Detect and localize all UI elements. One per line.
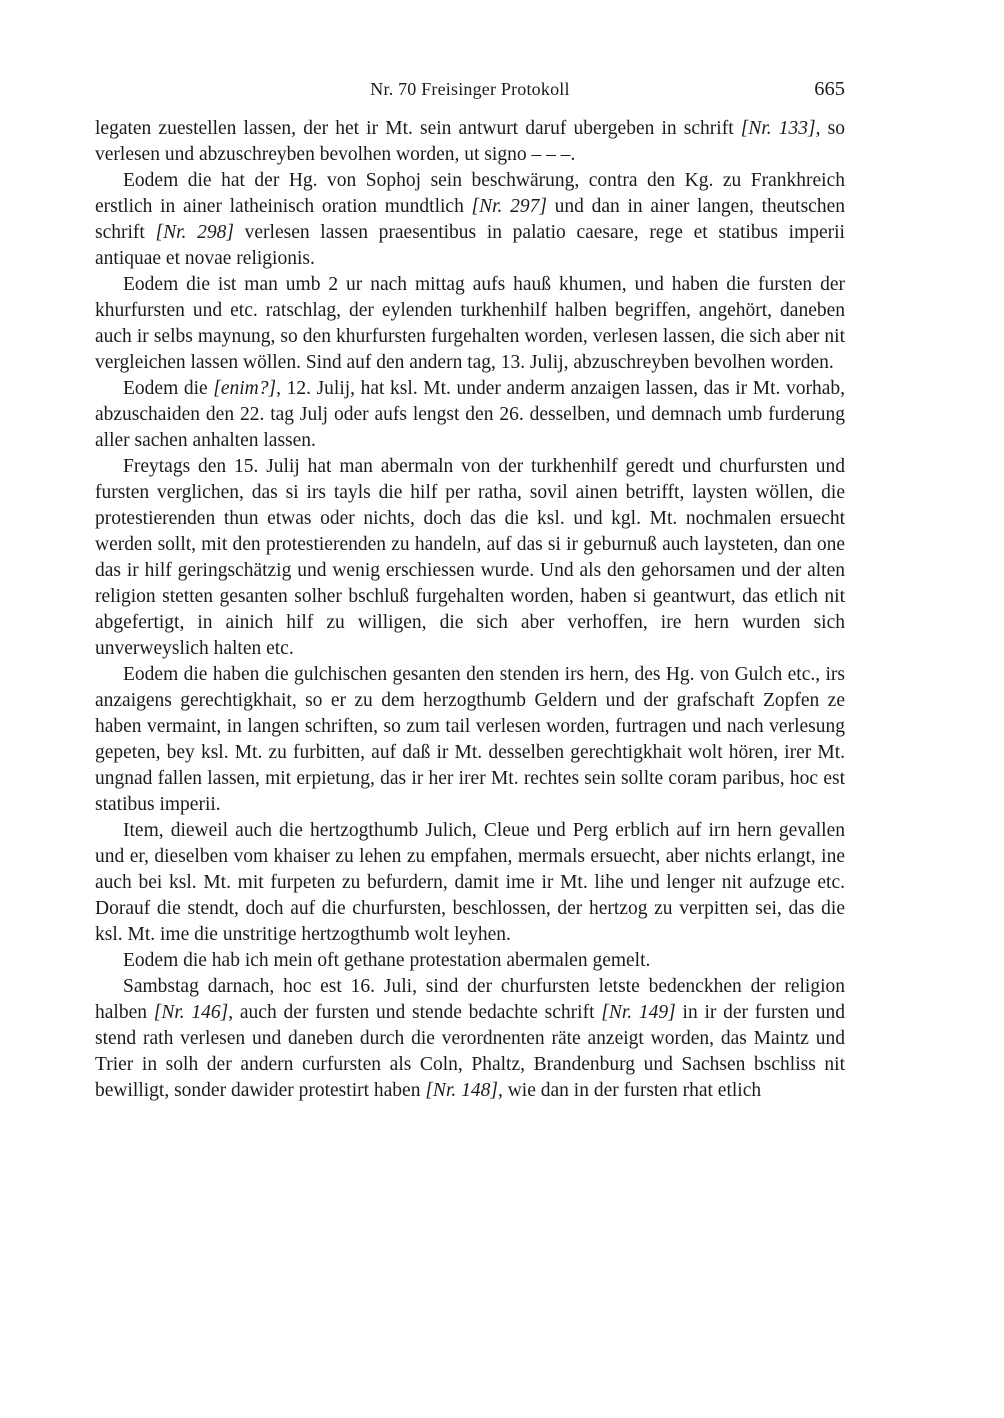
book-page — [95, 76, 845, 1104]
citation-ref: [Nr. 133] — [740, 118, 816, 139]
paragraph-5 — [95, 454, 845, 662]
page-body — [95, 116, 845, 1104]
paragraph-2 — [95, 168, 845, 272]
editorial-note: [enim?] — [213, 378, 277, 399]
paragraph-7 — [95, 818, 845, 948]
text-run: , so verlesen und abzuschreyben bevolhen worden, ut signo – – –. — [95, 118, 845, 165]
citation-ref: [Nr. 149] — [601, 1002, 676, 1023]
text-run: und dan in ainer langen, theutschen schrift — [95, 196, 845, 243]
paragraph-9 — [95, 974, 845, 1104]
running-head: Nr. 70 Freisinger Protokoll — [370, 79, 570, 99]
text-run: verlesen lassen praesentibus in palatio caesare, rege et statibus imperii antiquae et novae religionis. — [95, 222, 845, 269]
paragraph-6 — [95, 662, 845, 818]
text-run: Freytags den 15. Julij hat man abermaln von der turkhenhilf geredt und churfursten und fursten verglichen, das si irs tayls die hilf per ratha, sovil ainen betrifft, laysten wöllen, die protestierenden thun etwas oder nichts, doch das die ksl. und kgl. Mt. nochmalen ersuecht werden sollt, mit den protestierenden zu handeln, auf das si ir geburnuß auch laysteten, dan one das ir hilf geringschätzig und wenig erschiessen wurde. Und als den gehorsamen und der alten religion stetten gesanten solher bschluß furgehalten worden, haben si geantwurt, das etlich nit abgefertigt, in ainich hilf zu willigen, die sich aber verhoffen, ire hern wurden sich unverweyslich halten etc. — [95, 456, 845, 659]
citation-ref: [Nr. 298] — [155, 222, 234, 243]
text-run: , 12. Julij, hat ksl. Mt. under anderm anzaigen lassen, das ir Mt. vorhab, abzuschaiden den 22. tag Julj oder aufs lengst den 26. desselben, und demnach umb furderung aller sachen anhalten lassen. — [95, 378, 845, 451]
text-run: in ir der fursten und stend rath verlesen und daneben durch die verordnenten räte anzeigt worden, das Maintz und Trier in solh der andern curfursten als Coln, Phaltz, Brandenburg und Sachsen bschliss nit bewilligt, sonder dawider protestirt haben — [95, 1002, 845, 1101]
citation-ref: [Nr. 297] — [471, 196, 547, 217]
page-number: 665 — [814, 78, 845, 100]
text-run: Eodem die ist man umb 2 ur nach mittag aufs hauß khumen, und haben die fursten der khurfursten und etc. ratschlag, der eylenden turkhenhilf halben begriffen, angehört, daneben auch ir selbs maynung, so den khurfursten furgehalten worden, verlesen lassen, die sich aber nit vergleichen lassen wöllen. Sind auf den andern tag, 13. Julij, abzuschreyben bevolhen worden. — [95, 274, 845, 373]
paragraph-4 — [95, 376, 845, 454]
text-run: legaten zuestellen lassen, der het ir Mt. sein antwurt daruf ubergeben in schrift — [95, 118, 741, 139]
paragraph-8 — [95, 948, 845, 974]
text-run: Item, dieweil auch die hertzogthumb Julich, Cleue und Perg erblich auf irn hern gevallen und er, dieselben vom khaiser zu lehen zu empfahen, mermals ersuecht, aber nichts erlangt, ine auch bei ksl. Mt. mit furpeten zu befurdern, damit ime ir Mt. lihe und lenger nit aufzuge etc. Dorauf die stendt, doch auf die churfursten, beschlossen, der hertzog zu verpitten sei, das die ksl. Mt. ime die unstritige hertzogthumb wolt leyhen. — [95, 820, 845, 945]
paragraph-3 — [95, 272, 845, 376]
citation-ref: [Nr. 148] — [425, 1080, 498, 1101]
text-run: , auch der fursten und stende bedachte schrift — [228, 1002, 602, 1023]
text-run: Eodem die haben die gulchischen gesanten den stenden irs hern, des Hg. von Gulch etc., irs anzaigens gerechtigkhait, so er zu dem herzogthumb Geldern und der grafschaft Zopfen ze haben vermaint, in langen schriften, so zum tail verlesen worden, furtragen und nach verlesung gepeten, bey ksl. Mt. zu furbitten, auf daß ir Mt. desselben gerechtigkhait wolt hören, irer Mt. ungnad fallen lassen, mit erpietung, das ir her irer Mt. rechtes sein sollte coram paribus, hoc est statibus imperii. — [95, 664, 845, 815]
text-run: Eodem die hat der Hg. von Sophoj sein beschwärung, contra den Kg. zu Frankhreich erstlich in ainer latheinisch oration mundtlich — [95, 170, 845, 217]
citation-ref: [Nr. 146] — [153, 1002, 229, 1023]
text-run: , wie dan in der fursten rhat etlich — [497, 1080, 762, 1101]
text-run: Sambstag darnach, hoc est 16. Juli, sind der churfursten letste bedenckhen der religion halben — [95, 976, 845, 1023]
text-run: Eodem die — [123, 378, 214, 399]
page-header — [95, 76, 845, 102]
text-run: Eodem die hab ich mein oft gethane protestation abermalen gemelt. — [123, 950, 651, 971]
paragraph-1 — [95, 116, 845, 168]
